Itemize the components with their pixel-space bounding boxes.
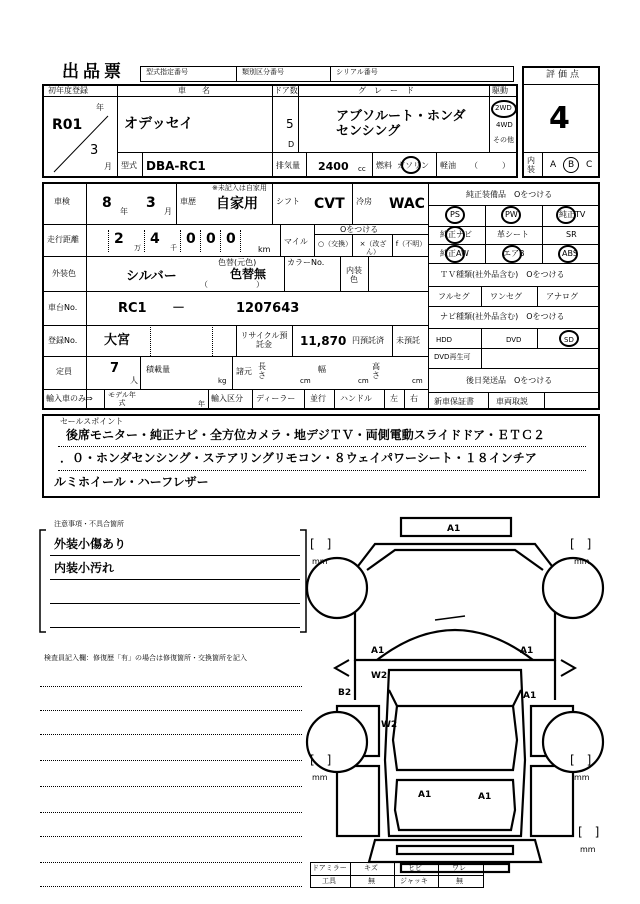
equip-ps-circle (445, 206, 465, 224)
shaken-year-unit: 年 (120, 207, 128, 216)
import-dealer: ディーラー (256, 394, 296, 403)
acc-crack: ヒビ (408, 864, 422, 872)
recycle-status: 円預託済 (352, 336, 384, 345)
tv-analog: アナログ (546, 292, 578, 301)
height-label: 高さ (372, 362, 380, 380)
year-unit: 年 (96, 103, 104, 112)
color-change-value: 色替無 (230, 267, 267, 281)
damage-w2-left: W2 (371, 671, 388, 681)
sales-line-3: ルミホイール・ハーフレザー (54, 475, 209, 489)
acc-break: ワレ (452, 864, 466, 872)
mark-unknown: f（不明） (395, 240, 427, 248)
equip-navi: 純正ナビ (440, 230, 472, 239)
damage-a1-right-rear: A1 (523, 691, 537, 701)
drive-4wd: 4WD (496, 121, 513, 129)
mileage-digit-1: 2 (114, 231, 124, 247)
grade-label: グ レ ー ド (358, 86, 414, 95)
mileage-digit-2: 4 (150, 231, 160, 247)
registration-month: 3 (90, 143, 99, 158)
fuel-label: 燃料 (376, 161, 392, 170)
drive-2wd-circle (491, 100, 517, 118)
handle-label: ハンドル (340, 394, 372, 403)
equip-airbag-circle (502, 245, 522, 263)
acc-tools: 工具 (322, 877, 336, 885)
history-label: 車歴 (180, 197, 196, 206)
import-only-label: 輸入車のみ⇒ (46, 394, 93, 403)
navi-dvd: DVD (506, 336, 522, 344)
inspector-label: 検査員記入欄：修復歴「有」の場合は修復箇所・交換箇所を記入 (44, 654, 247, 662)
first-registration-label: 初年度登録 (48, 86, 88, 95)
score-label: 評価点 (546, 70, 583, 80)
mark-modified: ×（改ざん） (359, 240, 387, 256)
equip-ps: PS (450, 210, 460, 219)
mark-note: Oをつける (340, 225, 379, 234)
recycle-amount: 11,870 (300, 334, 347, 348)
width-cm: cm (358, 377, 369, 385)
recycle-label: リサイクル預託金 (240, 331, 288, 349)
load-label: 積載量 (146, 365, 170, 374)
equip-pw: PW (505, 210, 518, 219)
shift-value: CVT (314, 196, 345, 212)
sales-line-1: 後席モニター・純正ナビ・全方位カメラ・地デジＴＶ・両側電動スライドドア・ＥＴＣ２ (66, 428, 546, 442)
equip-aw: 純正AW (440, 249, 469, 258)
interior-grade-b: B (568, 160, 575, 170)
later-title: 後日発送品 Oをつける (466, 376, 553, 385)
drive-other: その他 (493, 136, 514, 144)
mark-exchange: ○（交換） (318, 240, 353, 248)
color-no-label: カラーNo. (287, 258, 325, 267)
sen-unit: 千 (170, 244, 177, 252)
shaken-year: 8 (102, 195, 112, 211)
chassis-prefix: RC1 (118, 301, 147, 316)
damage-a1-front: A1 (447, 524, 461, 534)
equip-pw-circle (501, 206, 521, 224)
chassis-dash: － (172, 301, 186, 316)
equip-airbag: エアB (503, 249, 525, 258)
equip-navi-circle (445, 226, 465, 244)
tire-mm-fl: mm (312, 557, 328, 566)
navi-type-title: ナビ種類(社外品含む) Oをつける (440, 312, 565, 321)
equipment-title: 純正装備品 Oをつける (466, 190, 553, 199)
man-unit: 万 (134, 244, 141, 252)
dims-label: 諸元 (236, 367, 252, 376)
car-name-label: 車 名 (178, 86, 210, 95)
navi-sd: SD (564, 336, 574, 344)
color-change-label: 色替(元色) (218, 258, 257, 267)
later-manual: 車両取説 (496, 397, 528, 406)
equip-abs: ABS (562, 249, 578, 258)
color-change-paren: （ ） (200, 280, 264, 289)
handle-right: 右 (410, 394, 418, 403)
model-label: 型式 (121, 161, 137, 170)
mileage-digit-4: 0 (206, 231, 216, 247)
height-cm: cm (412, 377, 423, 385)
equip-abs-circle (558, 245, 578, 263)
door-d: D (288, 140, 295, 149)
width-label: 幅 (318, 365, 326, 374)
equip-tv-circle (556, 206, 576, 224)
grade-line-1: アブソルート・ホンダ (336, 109, 466, 124)
month-unit: 月 (104, 162, 112, 171)
damage-b2: B2 (338, 688, 352, 698)
notes-label: 注意事項・不具合箇所 (54, 520, 124, 528)
person-unit: 人 (130, 376, 138, 385)
registration-era: R01 (52, 117, 83, 133)
tv-oneseg: ワンセグ (490, 292, 522, 301)
capacity-value: 7 (110, 361, 120, 376)
model-code: DBA-RC1 (146, 159, 206, 173)
door-count: 5 (286, 117, 294, 131)
displacement-value: 2400 (318, 160, 349, 173)
ac-label: 冷房 (356, 197, 372, 206)
shaken-month-unit: 月 (164, 207, 172, 216)
shaken-label: 車検 (54, 197, 70, 206)
serial-number-label: シリアル番号 (336, 68, 378, 76)
tire-bracket-rl: [ ] (310, 753, 332, 767)
later-warranty: 新車保証書 (434, 397, 474, 406)
diesel-paren: （ ） (470, 161, 510, 170)
damage-a1-right: A1 (520, 646, 534, 656)
notes-bracket (38, 516, 308, 636)
chassis-number: 1207643 (236, 301, 300, 316)
model-year-label: モデル年式 (108, 391, 136, 407)
acc-jack: ジャッキ (400, 877, 428, 885)
tire-bracket-fr: [ ] (570, 537, 592, 551)
shaken-month: 3 (146, 195, 156, 211)
sheet-title: 出品票 (62, 62, 125, 82)
cc-unit: cc (358, 165, 366, 173)
doors-label: ドア数 (274, 86, 298, 95)
registration-no-value: 大宮 (104, 333, 131, 348)
km-unit: km (258, 245, 271, 254)
recycle-unpaid: 未預託 (396, 336, 420, 345)
equip-leather: 革シート (497, 230, 529, 239)
notes-line-2: 内装小汚れ (54, 561, 115, 575)
tire-bracket-fl: [ ] (310, 537, 332, 551)
model-year-unit: 年 (198, 400, 205, 408)
score-value: 4 (549, 101, 570, 136)
damage-a1-left: A1 (371, 646, 385, 656)
tire-mm-spare: mm (580, 845, 596, 854)
sales-point-label: セールスポイント (60, 417, 124, 426)
handle-left: 左 (390, 394, 398, 403)
sales-line-2: ．０・ホンダセンシング・ステアリングリモコン・８ウェイパワーシート・１８インチア (60, 451, 537, 465)
tire-bracket-rr: [ ] (570, 753, 592, 767)
mileage-digit-3: 0 (186, 231, 196, 247)
mileage-label: 走行距離 (47, 235, 79, 244)
interior-grade-a: A (550, 160, 557, 170)
drive-label: 駆動 (492, 86, 508, 95)
import-type-label: 輸入区分 (211, 394, 243, 403)
navi-sd-circle (559, 330, 579, 347)
load-kg-unit: kg (218, 377, 227, 385)
history-note: ※未記入は自家用 (212, 184, 267, 192)
exterior-color-value: シルバー (126, 269, 177, 284)
acc-scratch: キズ (364, 864, 378, 872)
displacement-label: 排気量 (276, 161, 300, 170)
type-designation-label: 型式指定番号 (146, 68, 188, 76)
category-number-label: 類別区分番号 (242, 68, 284, 76)
registration-slash (50, 114, 110, 174)
equip-tv: 純正TV (559, 210, 586, 219)
tv-type-title: ＴＶ種類(社外品含む) Oをつける (440, 270, 565, 279)
tire-mm-fr: mm (574, 557, 590, 566)
id-number-row (140, 66, 514, 82)
equip-sr: SR (566, 230, 577, 239)
import-parallel: 並行 (310, 394, 326, 403)
interior-grade-label: 内装 (527, 156, 535, 174)
tire-bracket-spare: [ ] (578, 825, 600, 839)
acc-tools-value: 無 (368, 877, 375, 885)
mileage-digit-5: 0 (226, 231, 236, 247)
history-value: 自家用 (216, 196, 258, 212)
interior-grade-b-circle (563, 157, 579, 173)
car-name: オデッセイ (124, 116, 194, 132)
equip-aw-circle (445, 245, 465, 263)
length-cm: cm (300, 377, 311, 385)
tire-mm-rr: mm (574, 773, 590, 782)
fuel-gasoline-circle (401, 156, 421, 174)
fuel-gasoline: ガソリン (397, 161, 429, 170)
damage-a1-rear-1: A1 (418, 790, 432, 800)
interior-grade-c: C (586, 160, 593, 170)
tv-fullseg: フルセグ (438, 292, 470, 301)
interior-color-label: 内装色 (346, 266, 362, 284)
registration-no-label: 登録No. (48, 336, 78, 345)
notes-line-1: 外装小傷あり (54, 537, 127, 551)
grade-line-2: センシング (336, 124, 401, 139)
damage-a1-rear-2: A1 (478, 792, 492, 802)
damage-w2-rear: W2 (381, 720, 398, 730)
capacity-label: 定員 (56, 367, 72, 376)
shift-label: シフト (276, 197, 300, 206)
acc-jack-value: 無 (456, 877, 463, 885)
chassis-label: 車台No. (48, 303, 78, 312)
diesel-label: 軽油 (440, 161, 456, 170)
mile-label: マイル (284, 237, 308, 246)
navi-hdd: HDD (436, 336, 453, 344)
acc-door-mirror: ドアミラー (312, 864, 347, 872)
drive-2wd: 2WD (495, 104, 512, 112)
dvd-playback: DVD再生可 (434, 353, 471, 361)
ac-value: WAC (389, 196, 425, 212)
exterior-color-label: 外装色 (52, 269, 76, 278)
length-label: 長さ (258, 362, 266, 380)
tire-mm-rl: mm (312, 773, 328, 782)
